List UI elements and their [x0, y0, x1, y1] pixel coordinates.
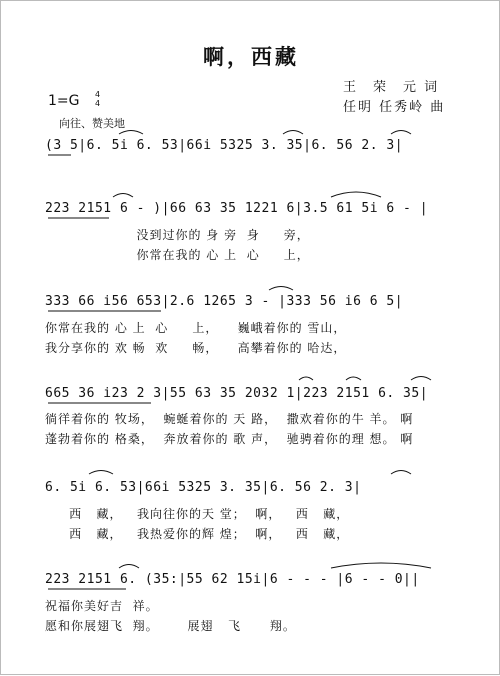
slur-mark	[331, 563, 431, 568]
slur-mark	[113, 194, 133, 198]
lyric-line: 没到过你的 身 旁 身 旁，	[45, 228, 310, 242]
slur-mark	[391, 131, 411, 135]
slur-mark	[331, 192, 381, 197]
engraving-marks	[1, 1, 500, 676]
lyric-line: 蓬勃着你的 格桑， 奔放着你的 歌 声， 驰骋着你的理 想。 啊	[45, 432, 414, 446]
lyric-line: 我分享你的 欢 畅 欢 畅， 高攀着你的 哈达，	[45, 341, 347, 355]
lyricist-credit: 王 荣 元 词	[343, 80, 440, 95]
notation-line: 333 66 i56 653|2.6 1265 3 - |333 56 i6 6 5|	[45, 294, 404, 309]
notation-line: 6. 5i 6. 53|66i 5325 3. 35|6. 56 2. 3|	[45, 480, 362, 495]
lyric-line: 你常在我的 心 上 心 上，	[45, 248, 310, 262]
time-signature-bottom: 4	[95, 99, 101, 108]
lyric-line: 西 藏， 我热爱你的辉 煌； 啊， 西 藏，	[45, 527, 350, 541]
composer-credit: 任明 任秀岭 曲	[343, 100, 446, 115]
key-signature: 1=G	[48, 93, 80, 109]
lyric-line: 愿和你展翅飞 翔。 展翅 飞 翔。	[45, 619, 296, 633]
lyric-line: 祝福你美好吉 祥。	[45, 599, 159, 613]
slur-mark	[89, 471, 113, 475]
tempo-marking: 向往、赞美地	[59, 117, 125, 130]
slur-mark	[269, 287, 293, 291]
notation-line: (3 5|6. 5i 6. 53|66i 5325 3. 35|6. 56 2. 3|	[45, 138, 404, 153]
slur-mark	[283, 131, 303, 135]
lyric-line: 徜徉着你的 牧场， 蜿蜒着你的 天 路， 撒欢着你的牛 羊。 啊	[45, 412, 414, 426]
lyric-line: 西 藏， 我向往你的天 堂； 啊， 西 藏，	[45, 507, 350, 521]
song-title: 啊，西藏	[203, 44, 299, 69]
slur-mark	[391, 471, 411, 475]
slur-mark	[119, 131, 143, 135]
slur-mark	[411, 377, 431, 381]
lyric-line: 你常在我的 心 上 心 上， 巍峨着你的 雪山，	[45, 321, 347, 335]
notation-line: 223 2151 6. (35:|55 62 15i|6 - - - |6 - - 0||	[45, 572, 420, 587]
slur-mark	[346, 377, 361, 380]
notation-line: 665 36 i23 2 3|55 63 35 2032 1|223 2151 6. 35|	[45, 386, 429, 401]
time-signature-top: 4	[95, 90, 101, 99]
slur-mark	[299, 377, 313, 380]
notation-line: 223 2151 6 - )|66 63 35 1221 6|3.5 61 5i 6 - |	[45, 201, 429, 216]
slur-mark	[119, 565, 139, 569]
